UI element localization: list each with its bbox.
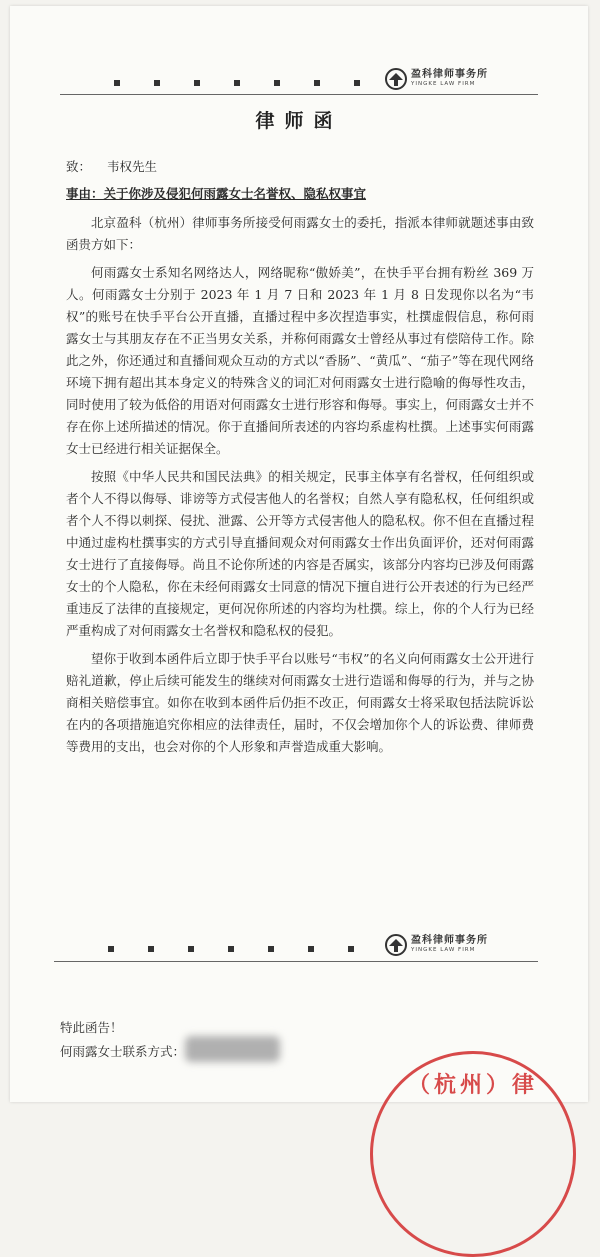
recipient-name: 韦权先生: [107, 159, 158, 174]
letter-page: [10, 6, 588, 1102]
firm-logo-cn: 盈科律师事务所: [411, 69, 488, 81]
recipient-line: [66, 157, 157, 175]
body-paragraph: 望你于收到本函件后立即于快手平台以账号“韦权”的名义向何雨露女士公开进行赔礼道歉，停止后续可能发生的继续对何雨露女士进行造谣和侮辱的行为，并与之协商相关赔偿事宜。如你在收到本函件后仍拒不改正，何雨露女士将采取包括法院诉讼在内的各项措施追究你相应的法律责任，届时，不仅会增加你个人的诉讼费、律师费等费用的支出，也会对你的个人形象和声誉造成重大影响。: [66, 651, 534, 754]
subject-line: 事由：关于你涉及侵犯何雨露女士名誉权、隐私权事宜: [66, 186, 367, 201]
recipient-label: 致：: [66, 159, 92, 174]
firm-logo-footer: [385, 934, 488, 956]
firm-logo-cn: 盈科律师事务所: [411, 935, 488, 947]
firm-logo-en: YINGKE LAW FIRM: [411, 81, 476, 88]
body-paragraph: 何雨露女士系知名网络达人，网络昵称“傲娇美”，在快手平台拥有粉丝 369 万人。何雨露女士分别于 2023 年 1 月 7 日和 2023 年 1 月 8 日发现你以名为“韦权”的账号在快手平台公开直播，直播过程中多次捏造事实，杜撰虚假信息，称何雨露女士与其朋友存在不正当男女关系，并称何雨露女士曾经从事过有偿陪侍工作。除此之外，你还通过和直播间观众互动的方式以“香肠”、“黄瓜”、“茄子”等在现代网络环境下拥有超出其本身定义的特殊含义的词汇对何雨露女士进行隐喻的侮辱性攻击，同时使用了较为低俗的用语对何雨露女士进行形容和侮辱。事实上，何雨露女士并不存在你上述所描述的情况。你于直播间所表述的内容均系虚构杜撰。上述事实何雨露女士已经进行相关证据保全。: [66, 265, 534, 456]
firm-logo: [385, 68, 488, 90]
body-paragraph: 按照《中华人民共和国民法典》的相关规定，民事主体享有名誉权，任何组织或者个人不得以侮辱、诽谤等方式侵害他人的名誉权；自然人享有隐私权，任何组织或者个人不得以刺探、侵扰、泄露、公开等方式侵害他人的隐私权。你不但在直播过程中通过虚构杜撰事实的方式引导直播间观众对何雨露女士作出负面评价，还对何雨露女士进行了直接侮辱。尚且不论你所述的内容是否属实，该部分内容均已涉及何雨露女士的个人隐私，你在未经何雨露女士同意的情况下擅自进行公开表述的行为已经严重违反了法律的直接规定，更何况你所述的内容均为杜撰。综上，你的个人行为已经严重构成了对何雨露女士名誉权和隐私权的侵犯。: [66, 469, 534, 638]
contact-line: 何雨露女士联系方式：: [60, 1044, 186, 1059]
letter-body: [66, 212, 534, 764]
body-paragraph: 北京盈科（杭州）律师事务所接受何雨露女士的委托，指派本律师就题述事由致函贵方如下：: [66, 215, 534, 252]
firm-logo-icon: [385, 68, 407, 90]
redacted-contact: [185, 1036, 280, 1062]
firm-logo-en: YINGKE LAW FIRM: [411, 947, 476, 954]
closing-line: 特此函告！: [60, 1020, 123, 1035]
header-rule: [60, 94, 538, 95]
stamp-text: （杭州）律: [407, 1072, 538, 1098]
firm-logo-icon: [385, 934, 407, 956]
page-title: 律师函: [255, 110, 343, 132]
footer-rule: [54, 961, 538, 962]
firm-seal-stamp: [370, 1051, 576, 1257]
footer-dots: [108, 946, 388, 952]
header-dots: [114, 80, 394, 86]
